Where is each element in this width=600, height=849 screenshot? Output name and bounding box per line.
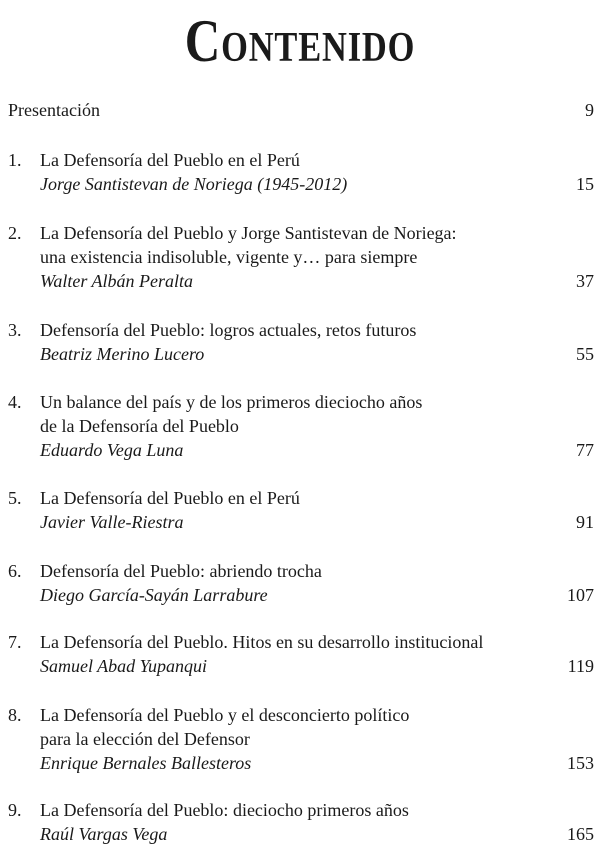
presentation-label: Presentación [8,100,100,120]
toc-presentation[interactable] [0,98,600,122]
toc-entry[interactable] [0,318,600,366]
entry-author: Eduardo Vega Luna [40,440,184,460]
entry-page: 107 [567,585,594,605]
entry-title: para la elección del Defensor [40,729,250,749]
toc-entry[interactable] [0,559,600,607]
entry-title: La Defensoría del Pueblo en el Perú [40,150,300,170]
presentation-page: 9 [585,100,594,120]
entry-number: 8. [8,705,22,725]
entry-title: La Defensoría del Pueblo y el desconcierto político [40,705,410,725]
entry-page: 119 [567,656,594,676]
page-title: Contenido [184,8,416,74]
toc-entry[interactable] [0,148,600,196]
entry-title: La Defensoría del Pueblo en el Perú [40,488,300,508]
entry-number: 4. [8,392,22,412]
entry-title: de la Defensoría del Pueblo [40,416,239,436]
entry-author: Javier Valle-Riestra [40,512,184,532]
entry-number: 3. [8,320,22,340]
entry-number: 1. [8,150,22,170]
entry-number: 2. [8,223,22,243]
entry-author: Jorge Santistevan de Noriega (1945-2012) [40,174,348,194]
entry-title: Defensoría del Pueblo: logros actuales, retos futuros [40,320,417,340]
entry-number: 6. [8,561,22,581]
toc-entry[interactable] [0,798,600,846]
entry-author: Raúl Vargas Vega [40,824,168,844]
toc-entry[interactable] [0,703,600,775]
entry-page: 91 [576,512,594,532]
entry-number: 7. [8,632,22,652]
entry-number: 9. [8,800,22,820]
entry-page: 153 [567,753,594,773]
entry-page: 77 [576,440,594,460]
toc-entry[interactable] [0,221,600,293]
entry-author: Samuel Abad Yupanqui [40,656,208,676]
entry-title: La Defensoría del Pueblo y Jorge Santistevan de Noriega: [40,223,457,243]
entry-page: 37 [576,271,594,291]
toc-entry[interactable] [0,390,600,462]
entry-title: La Defensoría del Pueblo: dieciocho primeros años [40,800,409,820]
entry-page: 15 [576,174,594,194]
entry-title: una existencia indisoluble, vigente y… para siempre [40,247,418,267]
entry-page: 55 [576,344,594,364]
entry-page: 165 [567,824,594,844]
entry-title: La Defensoría del Pueblo. Hitos en su desarrollo institucional [40,632,484,652]
entry-title: Un balance del país y de los primeros dieciocho años [40,392,423,412]
toc-entry[interactable] [0,486,600,534]
entry-author: Beatriz Merino Lucero [40,344,205,364]
entry-title: Defensoría del Pueblo: abriendo trocha [40,561,322,581]
entry-author: Walter Albán Peralta [40,271,193,291]
entry-author: Diego García-Sayán Larrabure [40,585,268,605]
entry-number: 5. [8,488,22,508]
toc-entry[interactable] [0,630,600,678]
entry-author: Enrique Bernales Ballesteros [40,753,252,773]
